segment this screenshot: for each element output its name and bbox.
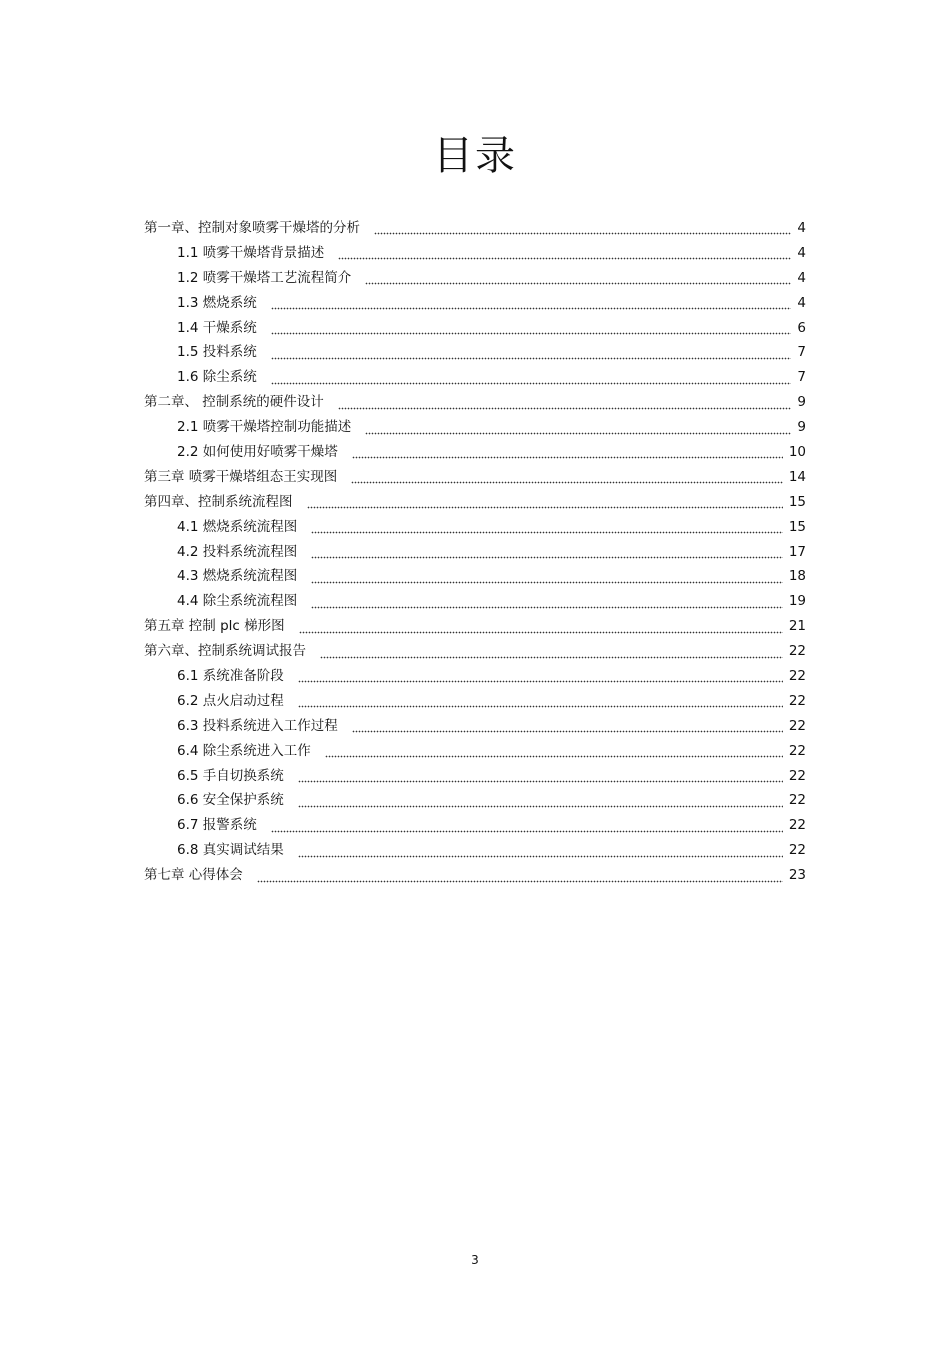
page-number: 3	[471, 1253, 479, 1267]
toc-dot-leader	[365, 425, 791, 435]
toc-dot-leader	[365, 275, 791, 285]
toc-dot-leader	[338, 250, 791, 260]
toc-entry[interactable]	[144, 689, 806, 714]
toc-entry[interactable]	[144, 216, 806, 241]
toc-entry[interactable]	[144, 540, 806, 565]
toc-entry-page: 4	[797, 294, 806, 311]
toc-entry-page: 22	[788, 717, 806, 734]
toc-dot-leader	[298, 673, 783, 683]
toc-dot-leader	[374, 225, 791, 235]
toc-entry[interactable]	[144, 291, 806, 316]
toc-entry-label: 6.7 报警系统	[177, 817, 257, 834]
toc-entry[interactable]	[144, 639, 806, 664]
toc-entry-label: 6.1 系统准备阶段	[177, 668, 284, 685]
toc-entry-page: 22	[788, 817, 806, 834]
toc-entry-page: 9	[797, 394, 806, 411]
toc-entry-label: 4.1 燃烧系统流程图	[177, 518, 298, 535]
toc-entry-page: 6	[797, 319, 806, 336]
toc-entry-page: 9	[797, 419, 806, 436]
toc-dot-leader	[271, 375, 792, 385]
toc-entry-label: 第二章、 控制系统的硬件设计	[144, 394, 324, 411]
toc-entry-page: 14	[788, 468, 806, 485]
toc-entry[interactable]	[144, 813, 806, 838]
toc-entry[interactable]	[144, 316, 806, 341]
toc-entry-label: 6.4 除尘系统进入工作	[177, 742, 311, 759]
toc-entry-label: 2.1 喷雾干燥塔控制功能描述	[177, 419, 352, 436]
table-of-contents	[144, 216, 806, 888]
toc-entry-label: 4.2 投料系统流程图	[177, 543, 298, 560]
toc-entry[interactable]	[144, 863, 806, 888]
toc-entry-page: 21	[788, 618, 806, 635]
toc-entry-page: 17	[788, 543, 806, 560]
toc-entry-page: 15	[788, 493, 806, 510]
toc-entry-page: 22	[788, 668, 806, 685]
toc-entry-label: 第一章、控制对象喷雾干燥塔的分析	[144, 220, 360, 236]
toc-entry[interactable]	[144, 764, 806, 789]
toc-dot-leader	[325, 748, 783, 758]
toc-entry[interactable]	[144, 241, 806, 266]
toc-dot-leader	[299, 624, 783, 634]
toc-entry-label: 第三章 喷雾干燥塔组态王实现图	[144, 468, 338, 485]
toc-entry[interactable]	[144, 788, 806, 813]
toc-entry[interactable]	[144, 465, 806, 490]
toc-entry[interactable]	[144, 266, 806, 291]
toc-entry-label: 4.4 除尘系统流程图	[177, 593, 298, 610]
toc-entry[interactable]	[144, 365, 806, 390]
toc-entry-label: 6.8 真实调试结果	[177, 842, 284, 859]
toc-dot-leader	[271, 300, 792, 310]
toc-entry-page: 10	[788, 444, 806, 461]
toc-dot-leader	[352, 449, 783, 459]
toc-entry-page: 22	[788, 767, 806, 784]
toc-dot-leader	[257, 873, 783, 883]
toc-dot-leader	[298, 798, 783, 808]
toc-entry-label: 1.6 除尘系统	[177, 369, 257, 386]
toc-entry[interactable]	[144, 490, 806, 515]
toc-entry[interactable]	[144, 564, 806, 589]
toc-entry-page: 22	[788, 643, 806, 660]
toc-entry-page: 7	[797, 344, 806, 361]
toc-entry[interactable]	[144, 589, 806, 614]
toc-entry-page: 4	[797, 269, 806, 286]
toc-entry-page: 22	[788, 692, 806, 709]
toc-dot-leader	[298, 698, 783, 708]
toc-dot-leader	[271, 823, 783, 833]
toc-entry-label: 6.3 投料系统进入工作过程	[177, 717, 338, 734]
toc-entry[interactable]	[144, 614, 806, 639]
toc-entry-label: 6.2 点火启动过程	[177, 692, 284, 709]
toc-dot-leader	[311, 574, 783, 584]
toc-entry-page: 18	[788, 568, 806, 585]
toc-dot-leader	[311, 524, 783, 534]
toc-entry-label: 1.4 干燥系统	[177, 319, 257, 336]
toc-entry-label: 第五章 控制 plc 梯形图	[144, 618, 285, 635]
toc-entry[interactable]	[144, 390, 806, 415]
toc-dot-leader	[311, 549, 783, 559]
toc-entry[interactable]	[144, 440, 806, 465]
toc-entry-page: 4	[797, 220, 806, 236]
toc-entry-label: 1.1 喷雾干燥塔背景描述	[177, 244, 325, 261]
toc-entry-page: 7	[797, 369, 806, 386]
toc-entry-page: 22	[788, 842, 806, 859]
toc-entry[interactable]	[144, 415, 806, 440]
toc-dot-leader	[271, 325, 792, 335]
toc-entry-page: 19	[788, 593, 806, 610]
toc-dot-leader	[320, 649, 783, 659]
toc-entry[interactable]	[144, 340, 806, 365]
toc-entry-page: 15	[788, 518, 806, 535]
toc-dot-leader	[307, 499, 783, 509]
toc-entry[interactable]	[144, 838, 806, 863]
toc-dot-leader	[351, 474, 783, 484]
toc-entry[interactable]	[144, 739, 806, 764]
toc-entry-label: 6.5 手自切换系统	[177, 767, 284, 784]
page-title: 目录	[433, 133, 517, 179]
toc-dot-leader	[338, 400, 792, 410]
toc-entry[interactable]	[144, 664, 806, 689]
toc-entry[interactable]	[144, 714, 806, 739]
toc-dot-leader	[311, 599, 783, 609]
toc-entry-label: 1.3 燃烧系统	[177, 294, 257, 311]
toc-dot-leader	[298, 848, 783, 858]
toc-entry-label: 第四章、控制系统流程图	[144, 493, 293, 510]
toc-entry-label: 2.2 如何使用好喷雾干燥塔	[177, 444, 338, 461]
toc-entry-label: 1.2 喷雾干燥塔工艺流程简介	[177, 269, 352, 286]
toc-dot-leader	[298, 773, 783, 783]
toc-entry-page: 22	[788, 742, 806, 759]
toc-entry-label: 第六章、控制系统调试报告	[144, 643, 306, 660]
toc-entry-page: 23	[788, 867, 806, 884]
toc-entry-page: 22	[788, 792, 806, 809]
toc-entry-label: 第七章 心得体会	[144, 867, 243, 884]
toc-dot-leader	[352, 723, 783, 733]
toc-entry-label: 1.5 投料系统	[177, 344, 257, 361]
toc-entry-label: 4.3 燃烧系统流程图	[177, 568, 298, 585]
toc-entry[interactable]	[144, 515, 806, 540]
toc-entry-label: 6.6 安全保护系统	[177, 792, 284, 809]
toc-dot-leader	[271, 350, 792, 360]
toc-entry-page: 4	[797, 244, 806, 261]
